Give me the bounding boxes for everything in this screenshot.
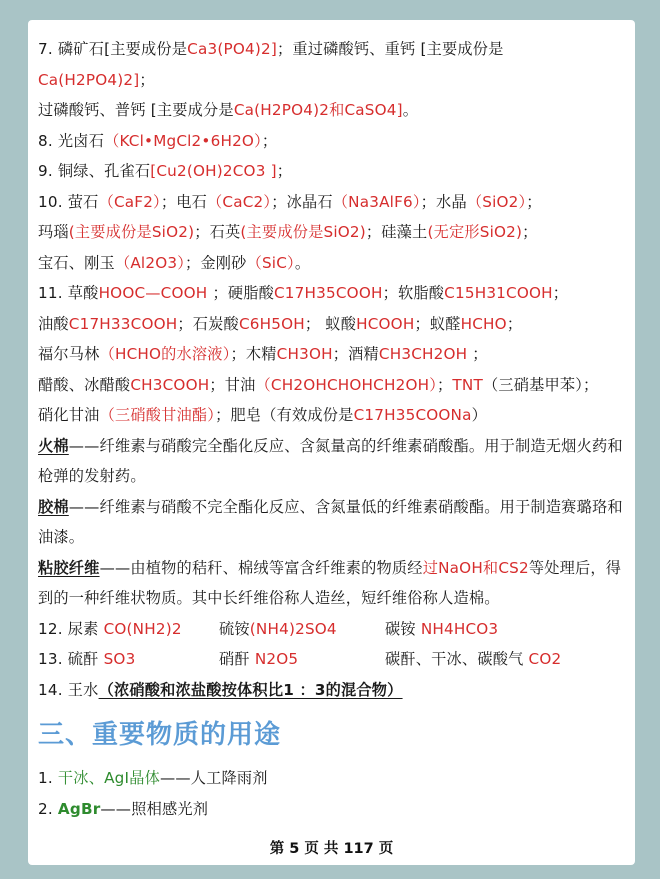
item-13: 13. 硫酐 SO3 硝酐 N2O5 碳酐、干冰、碳酸气 CO2 <box>38 650 562 668</box>
document-content <box>38 34 623 824</box>
item-7-superphosphate: 过磷酸钙、普钙 [主要成分是Ca(H2PO4)2和CaSO4]。 <box>38 101 419 119</box>
item-10-gem: 宝石、刚玉（Al2O3）；金刚砂（SiC）。 <box>38 253 311 272</box>
item-7-cont: Ca(H2PO4)2]； <box>38 70 155 89</box>
item-12: 12. 尿素 CO(NH2)2 硫铵(NH4)2SO4 碳铵 NH4HCO3 <box>38 619 499 638</box>
use-item: 1. 干冰、AgI晶体——人工降雨剂 <box>38 769 268 787</box>
item-11-oleic: 油酸C17H33COOH；石炭酸C6H5OH； 蚁酸HCOOH；蚁醛HCHO； <box>38 314 523 333</box>
definition-zhanjiao: 粘胶纤维——由植物的秸秆、棉绒等富含纤维素的物质经过NaOH和CS2等处理后，得到的一种纤维状物质。其中长纤维俗称人造丝，短纤维俗称人造棉。 <box>38 558 622 607</box>
item-7: 7. 磷矿石[主要成份是Ca3(PO4)2]；重过磷酸钙、重钙 [主要成份是 <box>38 40 504 58</box>
term-zhanjiao: 粘胶纤维 <box>38 558 100 577</box>
page-number: 第 5 页 共 117 页 <box>269 841 394 857</box>
term-jiaomian: 胶棉 <box>38 497 69 516</box>
item-11-formalin: 福尔马林（HCHO的水溶液）；木精CH3OH；酒精CH3CH2OH ； <box>38 345 488 363</box>
item-10-agate: 玛瑙(主要成份是SiO2)；石英(主要成份是SiO2)；硅藻土(无定形SiO2)； <box>38 223 538 241</box>
document-page <box>28 20 635 865</box>
item-11: 11. 草酸HOOC—COOH ；硬脂酸C17H35COOH；软脂酸C15H31COOH； <box>38 284 569 302</box>
item-9: 9. 铜绿、孔雀石[Cu2(OH)2CO3 ]； <box>38 162 293 180</box>
section-heading: 三、重要物质的用途 <box>38 720 282 750</box>
definition-huomian: 火棉——纤维素与硝酸完全酯化反应、含氮量高的纤维素硝酸酯。用于制造无烟火药和枪弹的发射药。 <box>38 436 623 485</box>
definition-jiaomian: 胶棉——纤维素与硝酸不完全酯化反应、含氮量低的纤维素硝酸酯。用于制造赛璐珞和油漆。 <box>38 497 623 546</box>
item-11-nitroglycerin: 硝化甘油（三硝酸甘油酯）；肥皂（有效成份是C17H35COONa） <box>38 406 488 424</box>
item-14: 14. 王水（浓硝酸和浓盐酸按体积比1 ：3的混合物） <box>38 680 403 699</box>
item-8: 8. 光卤石（KCl•MgCl2•6H2O）； <box>38 131 278 150</box>
item-10: 10. 萤石（CaF2）；电石（CaC2）；冰晶石（Na3AlF6）；水晶（SiO2）； <box>38 192 542 211</box>
item-11-acetic: 醋酸、冰醋酸CH3COOH；甘油（CH2OHCHOHCH2OH）；TNT（三硝基甲苯）； <box>38 375 599 394</box>
term-huomian: 火棉 <box>38 436 69 455</box>
use-item: 2. AgBr——照相感光剂 <box>38 799 209 818</box>
